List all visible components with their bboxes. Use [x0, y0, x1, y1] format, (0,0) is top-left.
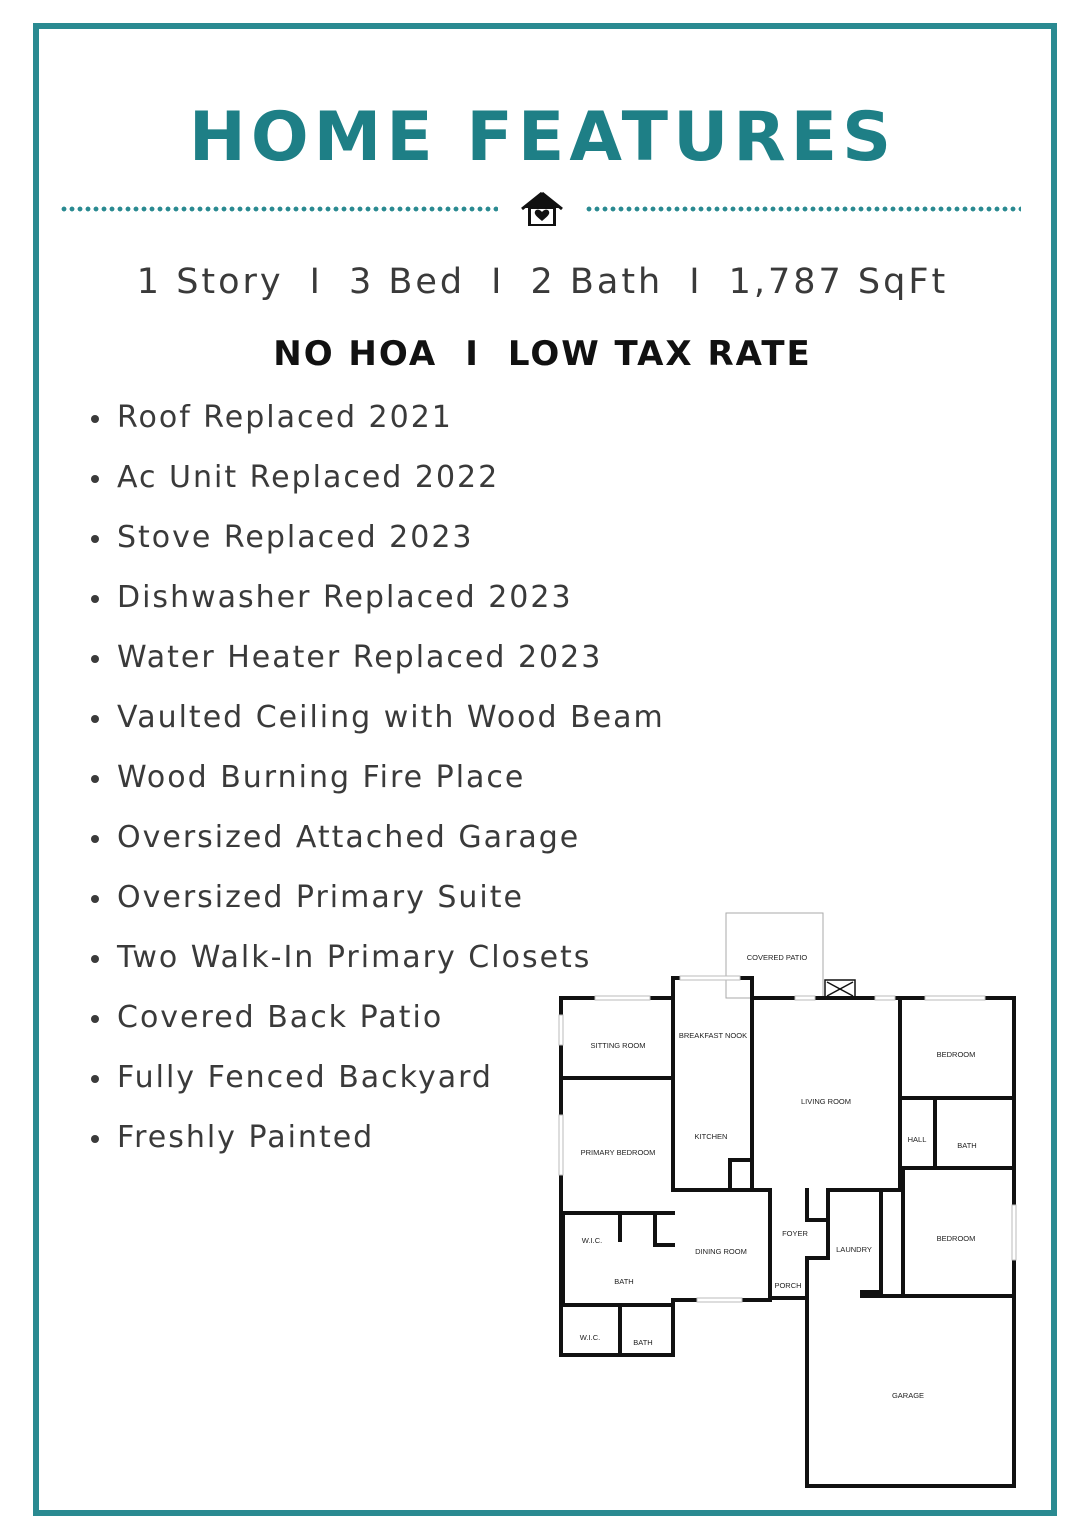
- stat-stories: 1 Story: [136, 262, 284, 302]
- room-label: BATH: [614, 1277, 634, 1286]
- room-label: BEDROOM: [936, 1050, 976, 1059]
- stat-baths: 2 Bath: [530, 262, 664, 302]
- room-label: COVERED PATIO: [746, 953, 808, 962]
- room-label: LAUNDRY: [836, 1245, 872, 1254]
- dotted-divider-right: [585, 206, 1021, 212]
- feature-item: Ac Unit Replaced 2022: [88, 448, 665, 508]
- room-label: PORCH: [774, 1281, 802, 1290]
- room-label: HALL: [907, 1135, 927, 1144]
- feature-item: Freshly Painted: [88, 1108, 665, 1168]
- room-label: BEDROOM: [936, 1234, 976, 1243]
- room-label: GARAGE: [891, 1391, 925, 1400]
- stat-separator: I: [309, 262, 323, 302]
- highlights-line: [0, 334, 1085, 374]
- stat-separator: I: [491, 262, 505, 302]
- stat-beds: 3 Bed: [348, 262, 466, 302]
- feature-item: Wood Burning Fire Place: [88, 748, 665, 808]
- stat-separator: I: [689, 262, 703, 302]
- feature-item: Oversized Attached Garage: [88, 808, 665, 868]
- no-hoa-label: NO HOA: [273, 334, 438, 374]
- room-label: KITCHEN: [694, 1132, 728, 1141]
- feature-item: Dishwasher Replaced 2023: [88, 568, 665, 628]
- floor-plan: [540, 905, 1030, 1505]
- room-label: W.I.C.: [579, 1333, 601, 1342]
- feature-item: Oversized Primary Suite: [88, 868, 665, 928]
- property-stats: [0, 262, 1085, 302]
- feature-item: Fully Fenced Backyard: [88, 1048, 665, 1108]
- room-label: BATH: [633, 1338, 653, 1347]
- stat-sqft: 1,787 SqFt: [728, 262, 949, 302]
- feature-item: Covered Back Patio: [88, 988, 665, 1048]
- room-label: BREAKFAST NOOK: [678, 1031, 748, 1040]
- feature-item: Roof Replaced 2021: [88, 388, 665, 448]
- dotted-divider-left: [60, 206, 498, 212]
- page-title: HOME FEATURES: [188, 98, 897, 177]
- room-label: LIVING ROOM: [800, 1097, 852, 1106]
- house-heart-icon: [520, 190, 564, 230]
- room-label: PRIMARY BEDROOM: [580, 1148, 656, 1157]
- highlight-separator: I: [465, 334, 480, 374]
- feature-item: Stove Replaced 2023: [88, 508, 665, 568]
- feature-item: Vaulted Ceiling with Wood Beam: [88, 688, 665, 748]
- room-label: W.I.C.: [581, 1236, 603, 1245]
- feature-item: Two Walk-In Primary Closets: [88, 928, 665, 988]
- feature-item: Water Heater Replaced 2023: [88, 628, 665, 688]
- room-label: DINING ROOM: [695, 1247, 747, 1256]
- room-label: FOYER: [782, 1229, 808, 1238]
- room-label: SITTING ROOM: [590, 1041, 646, 1050]
- low-tax-label: LOW TAX RATE: [507, 334, 812, 374]
- room-label: BATH: [957, 1141, 977, 1150]
